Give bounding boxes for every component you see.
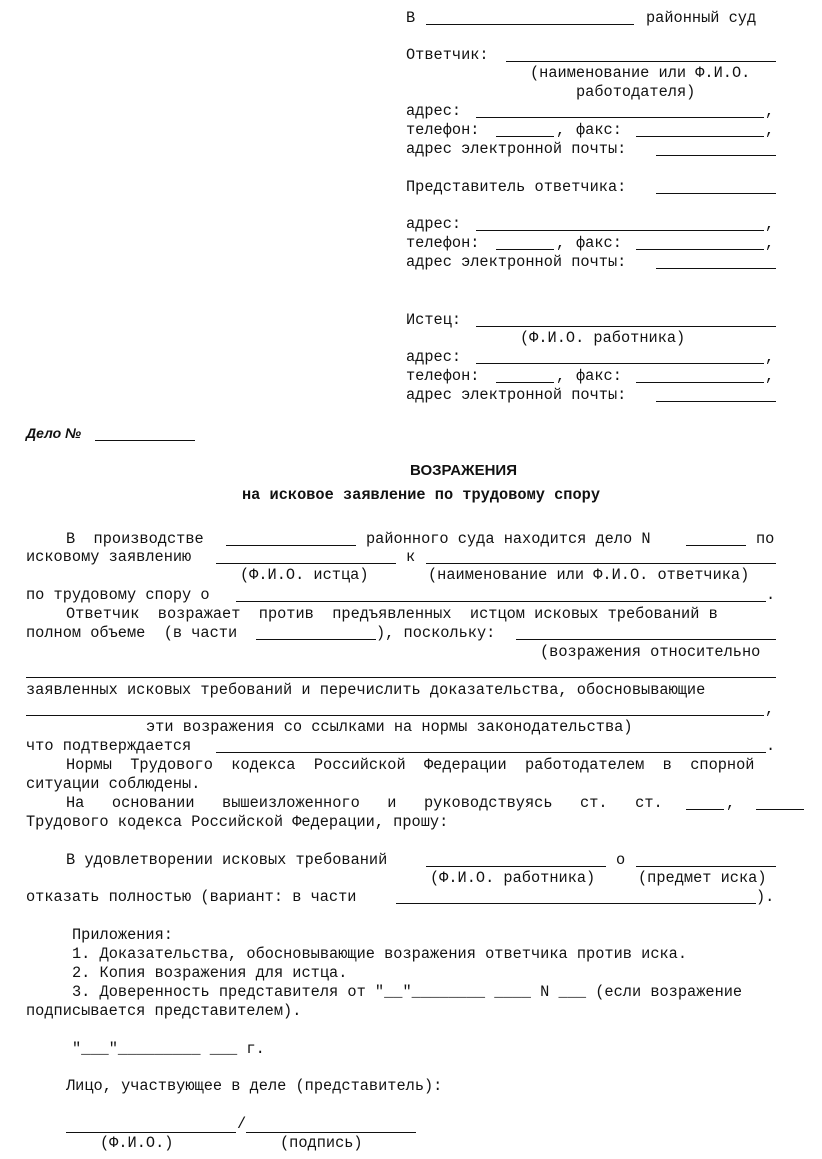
plaintiff-address-blank[interactable] <box>476 363 764 364</box>
comma: , <box>765 234 775 252</box>
court-prefix: В <box>406 9 416 27</box>
p2-objections-blank-3[interactable] <box>26 715 764 716</box>
p1-case-blank[interactable] <box>686 545 746 546</box>
p4-text-a: На основании вышеизложенного и руководствуясь ст. ст. <box>66 794 663 812</box>
signature-person-label: Лицо, участвующее в деле (представитель): <box>66 1077 443 1095</box>
p1-text-a: В производстве <box>66 530 204 548</box>
case-number-blank[interactable] <box>95 440 195 441</box>
defendant-hint-2: работодателя) <box>576 83 696 101</box>
plaintiff-fax-blank[interactable] <box>636 382 764 383</box>
plaintiff-label: Истец: <box>406 311 462 329</box>
p2-part-blank[interactable] <box>256 639 376 640</box>
signature-sign-hint: (подпись) <box>280 1134 363 1152</box>
plaintiff-phone-label: телефон: <box>406 367 480 385</box>
p4-article-blank-2[interactable] <box>756 809 804 810</box>
comma: , <box>556 121 566 139</box>
comma: , <box>765 215 775 233</box>
dot: . <box>766 586 776 604</box>
p5-text-c: отказать полностью (вариант: в части <box>26 888 357 906</box>
representative-email-blank[interactable] <box>656 268 776 269</box>
p5-worker-blank[interactable] <box>426 866 606 867</box>
plaintiff-blank[interactable] <box>476 326 776 327</box>
p2-evidence-blank[interactable] <box>216 752 766 753</box>
defendant-address-label: адрес: <box>406 102 462 120</box>
attachment-item-3-cont: подписывается представителем). <box>26 1002 302 1020</box>
p5-text-b: о <box>616 851 626 869</box>
attachment-item-3: 3. Доверенность представителя от "__"________ ____ N ___ (если возражение <box>72 983 743 1001</box>
p1-text-e: к <box>406 548 416 566</box>
signature-name-hint: (Ф.И.О.) <box>100 1134 174 1152</box>
defendant-phone-blank[interactable] <box>496 136 554 137</box>
p1-court-blank[interactable] <box>226 545 356 546</box>
representative-address-label: адрес: <box>406 215 462 233</box>
plaintiff-fax-label: факс: <box>576 367 622 385</box>
representative-email-label: адрес электронной почты: <box>406 253 627 271</box>
plaintiff-email-blank[interactable] <box>656 401 776 402</box>
signature-name-blank[interactable] <box>66 1132 236 1133</box>
p3-text-b: ситуации соблюдены. <box>26 775 201 793</box>
p5-text-d: ). <box>756 888 775 906</box>
p3-text-a: Нормы Трудового кодекса Российской Федерации работодателем в спорной <box>66 756 755 774</box>
comma: , <box>556 234 566 252</box>
p2-objections-blank-2[interactable] <box>26 677 776 678</box>
attachment-item-2: 2. Копия возражения для истца. <box>72 964 348 982</box>
p5-text-a: В удовлетворении исковых требований <box>66 851 388 869</box>
p1-text-b: районного суда находится дело N <box>366 530 651 548</box>
p4-text-b: Трудового кодекса Российской Федерации, прошу: <box>26 813 449 831</box>
p5-hint-b: (предмет иска) <box>638 869 767 887</box>
p2-text-a: Ответчик возражает против предъявленных истцом исковых требований в <box>66 605 718 623</box>
comma: , <box>765 102 775 120</box>
comma: , <box>726 794 736 812</box>
p1-text-f: по трудовому спору о <box>26 586 210 604</box>
comma: , <box>765 700 775 718</box>
p5-hint-a: (Ф.И.О. работника) <box>430 869 596 887</box>
representative-phone-label: телефон: <box>406 234 480 252</box>
defendant-hint-1: (наименование или Ф.И.О. <box>530 64 751 82</box>
signature-date[interactable]: "___"_________ ___ г. <box>72 1040 265 1058</box>
p5-part-blank[interactable] <box>396 903 756 904</box>
p1-defendant-blank[interactable] <box>426 563 776 564</box>
p1-hint-a: (Ф.И.О. истца) <box>240 566 369 584</box>
defendant-blank[interactable] <box>506 61 776 62</box>
comma: , <box>765 348 775 366</box>
p2-hint-2: заявленных исковых требований и перечислить доказательства, обосновывающие <box>26 681 706 699</box>
p2-text-d: что подтверждается <box>26 737 192 755</box>
plaintiff-email-label: адрес электронной почты: <box>406 386 627 404</box>
defendant-fax-label: факс: <box>576 121 622 139</box>
attachment-item-1: 1. Доказательства, обосновывающие возражения ответчика против иска. <box>72 945 688 963</box>
p2-hint-3: эти возражения со ссылками на нормы законодательства) <box>146 718 633 736</box>
p2-hint-1: (возражения относительно <box>540 643 761 661</box>
plaintiff-address-label: адрес: <box>406 348 462 366</box>
representative-blank[interactable] <box>656 193 776 194</box>
defendant-address-blank[interactable] <box>476 117 764 118</box>
p4-article-blank-1[interactable] <box>686 809 724 810</box>
representative-fax-blank[interactable] <box>636 249 764 250</box>
document-title: ВОЗРАЖЕНИЯ <box>410 462 517 479</box>
representative-fax-label: факс: <box>576 234 622 252</box>
signature-slash: / <box>237 1115 247 1133</box>
case-number-label: Дело № <box>26 425 82 441</box>
signature-sign-blank[interactable] <box>246 1132 416 1133</box>
p1-text-c: по <box>756 530 775 548</box>
representative-phone-blank[interactable] <box>496 249 554 250</box>
defendant-phone-label: телефон: <box>406 121 480 139</box>
dot: . <box>766 737 776 755</box>
plaintiff-hint: (Ф.И.О. работника) <box>520 329 686 347</box>
defendant-fax-blank[interactable] <box>636 136 764 137</box>
comma: , <box>765 121 775 139</box>
p1-hint-b: (наименование или Ф.И.О. ответчика) <box>428 566 750 584</box>
defendant-email-label: адрес электронной почты: <box>406 140 627 158</box>
court-suffix: районный суд <box>646 9 757 27</box>
document-subtitle: на исковое заявление по трудовому спору <box>242 486 601 504</box>
comma: , <box>556 367 566 385</box>
representative-label: Представитель ответчика: <box>406 178 627 196</box>
p2-text-c: ), поскольку: <box>376 624 496 642</box>
representative-address-blank[interactable] <box>476 230 764 231</box>
p1-dispute-blank[interactable] <box>236 601 766 602</box>
p1-text-d: исковому заявлению <box>26 548 192 566</box>
p2-objections-blank[interactable] <box>516 639 776 640</box>
comma: , <box>765 367 775 385</box>
p5-subject-blank[interactable] <box>636 866 776 867</box>
p2-text-b: полном объеме (в части <box>26 624 238 642</box>
attachments-label: Приложения: <box>72 926 173 944</box>
defendant-email-blank[interactable] <box>656 155 776 156</box>
court-name-blank[interactable] <box>426 24 634 25</box>
p1-plaintiff-blank[interactable] <box>216 563 396 564</box>
defendant-label: Ответчик: <box>406 46 489 64</box>
plaintiff-phone-blank[interactable] <box>496 382 554 383</box>
